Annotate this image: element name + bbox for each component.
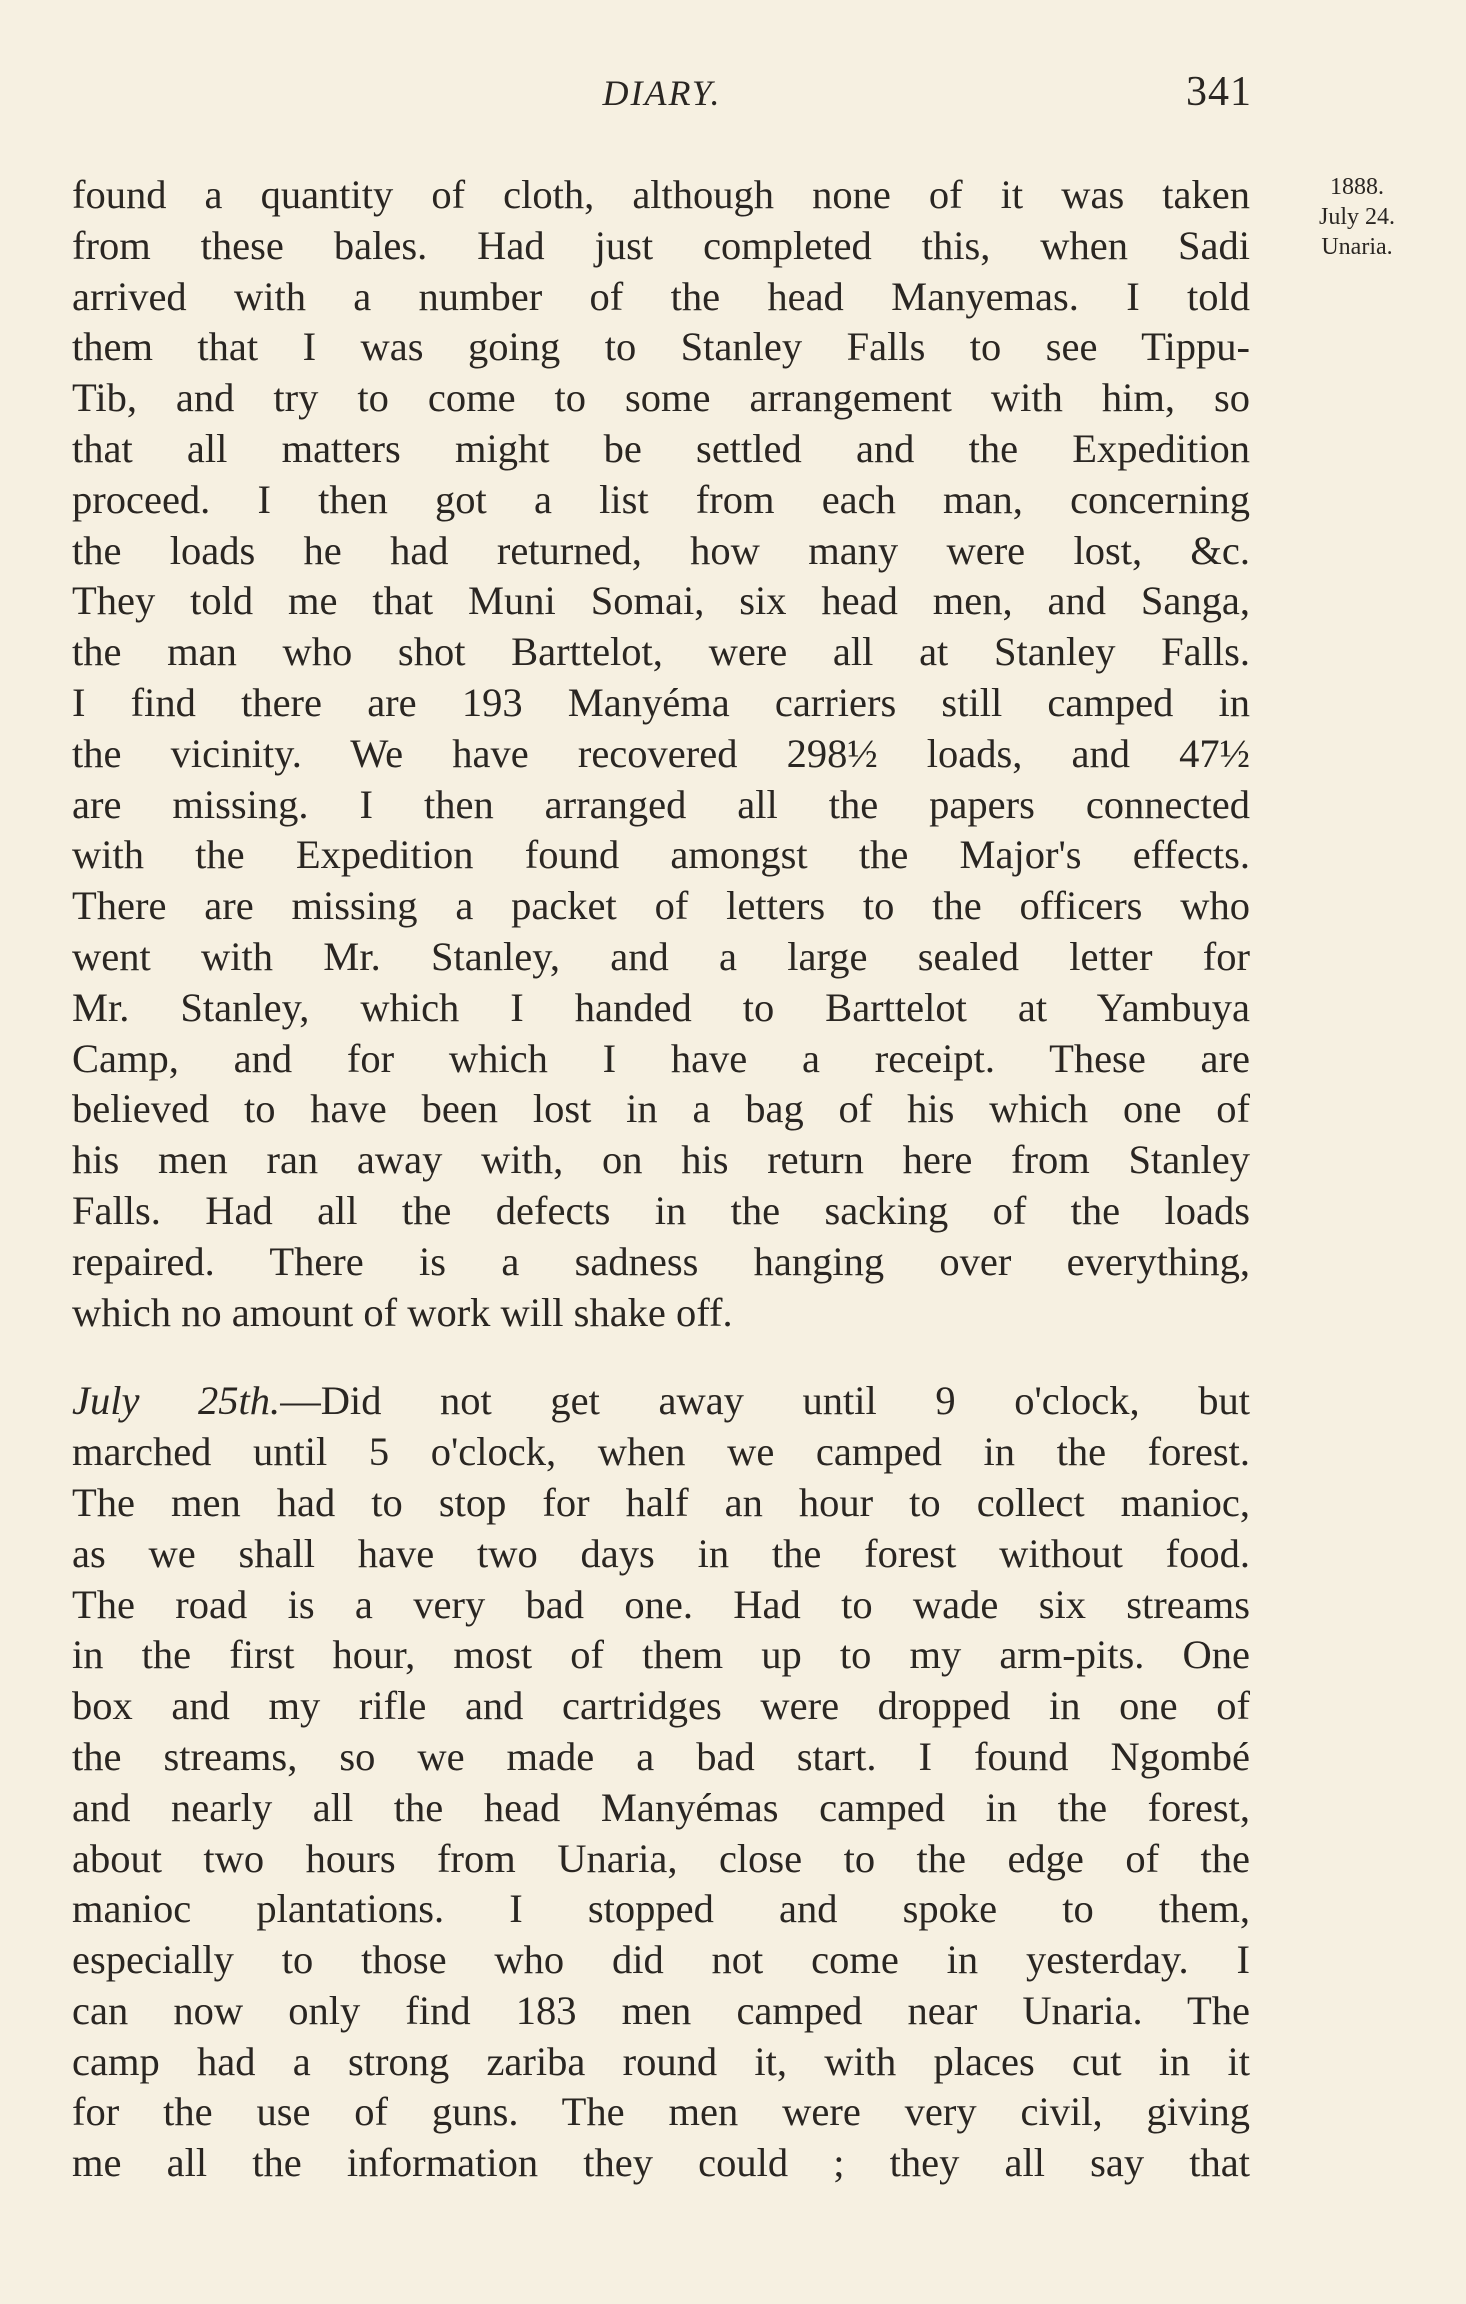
text-line: from these bales. Had just completed this, when Sadi [72,222,1250,268]
text-line: can now only find 183 men camped near Unaria. The [72,1987,1250,2033]
text-line: which no amount of work will shake off. [72,1289,733,1335]
text-line: about two hours from Unaria, close to the edge of the [72,1835,1250,1881]
margin-note [1292,172,1422,262]
text-line: box and my rifle and cartridges were dropped in one of [72,1683,1250,1729]
text-line: the streams, so we made a bad start. I found Ngombé [72,1733,1250,1779]
text-line: and nearly all the head Manyémas camped in the forest, [72,1784,1250,1830]
text-line: proceed. I then got a list from each man, concerning [72,476,1250,522]
text-line: that all matters might be settled and the Expedition [72,425,1250,471]
text-line: with the Expedition found amongst the Major's effects. [72,832,1250,878]
text-line: The men had to stop for half an hour to collect manioc, [72,1479,1250,1525]
margin-note-year: 1888. [1330,174,1384,200]
page-header [72,69,1252,122]
text-line: them that I was going to Stanley Falls to see Tippu- [72,324,1250,370]
text-line: repaired. There is a sadness hanging over everything, [72,1238,1250,1284]
text-line: I find there are 193 Manyéma carriers still camped in [72,679,1250,725]
body-text [72,170,1250,2189]
text-line: manioc plantations. I stopped and spoke to them, [72,1886,1250,1932]
text-line: arrived with a number of the head Manyemas. I told [72,273,1250,319]
text-line-rest: —Did not get away until 9 o'clock, but [280,1378,1250,1424]
text-line: especially to those who did not come in yesterday. I [72,1937,1250,1983]
text-line: as we shall have two days in the forest without food. [72,1530,1250,1576]
text-line: the loads he had returned, how many were lost, &c. [72,527,1250,573]
running-title: DIARY. [602,73,722,113]
text-line: Tib, and try to come to some arrangement with him, so [72,375,1250,421]
text-line: me all the information they could ; they all say that [72,2140,1250,2186]
text-line: the man who shot Barttelot, were all at Stanley Falls. [72,629,1250,675]
text-line: went with Mr. Stanley, and a large sealed letter for [72,933,1250,979]
text-line: are missing. I then arranged all the papers connected [72,781,1250,827]
margin-note-day: July 24. [1318,204,1395,230]
text-line: his men ran away with, on his return here from Stanley [72,1137,1250,1183]
paragraph-2 [72,1376,1250,2189]
entry-date: July 25th. [72,1378,281,1424]
text-line: marched until 5 o'clock, when we camped in the forest. [72,1429,1250,1475]
paragraph-1 [72,170,1250,1338]
text-line: There are missing a packet of letters to the officers who [72,883,1250,929]
text-line: They told me that Muni Somai, six head men, and Sanga, [72,578,1250,624]
text-line: found a quantity of cloth, although none of it was taken [72,172,1250,217]
text-line: for the use of guns. The men were very civil, giving [72,2089,1250,2135]
text-line-first [72,1376,1250,1427]
text-line: the vicinity. We have recovered 298½ loads, and 47½ [72,730,1250,776]
text-line: Mr. Stanley, which I handed to Barttelot at Yambuya [72,984,1250,1030]
text-line: believed to have been lost in a bag of his which one of [72,1086,1250,1132]
text-line: The road is a very bad one. Had to wade six streams [72,1581,1250,1627]
page-number: 341 [1186,69,1252,115]
text-line: Falls. Had all the defects in the sacking of the loads [72,1187,1250,1233]
text-line: camp had a strong zariba round it, with places cut in it [72,2038,1250,2084]
text-line: in the first hour, most of them up to my arm-pits. One [72,1632,1250,1678]
text-line: Camp, and for which I have a receipt. These are [72,1035,1250,1081]
margin-note-place: Unaria. [1321,234,1393,260]
